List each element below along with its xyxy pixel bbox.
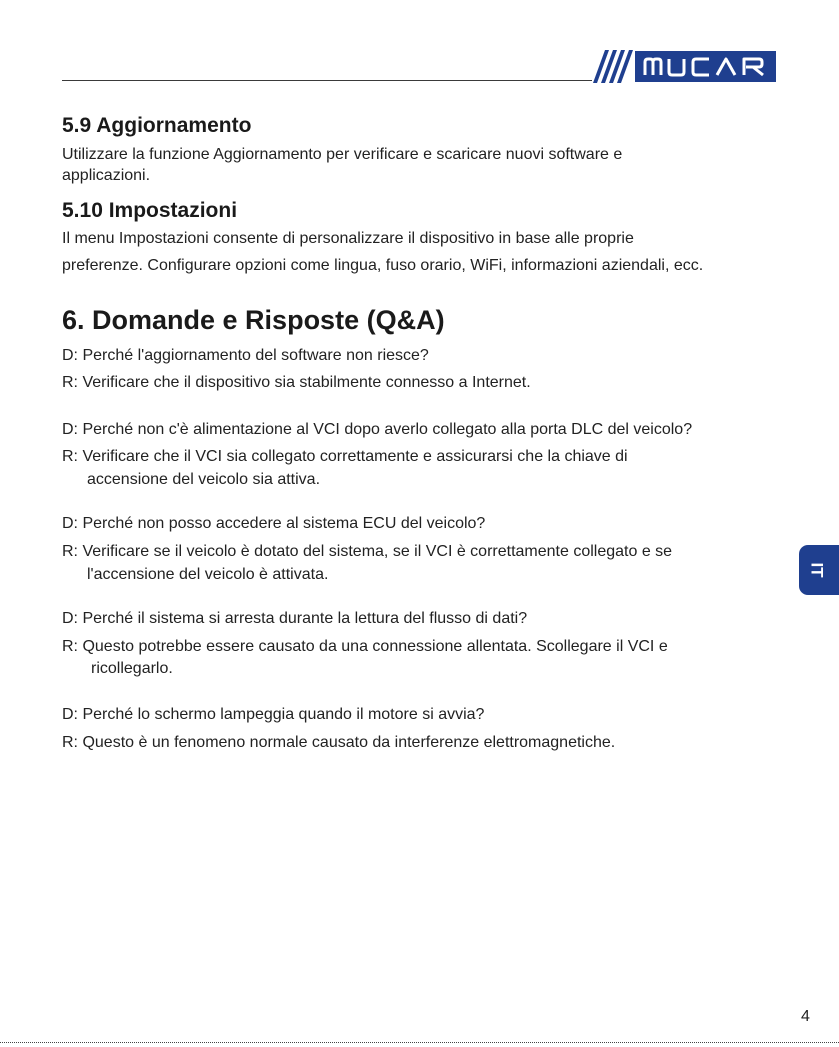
qa-answer: R: Verificare che il dispositivo sia stabilmente connesso a Internet. bbox=[62, 374, 531, 391]
qa-question: D: Perché non posso accedere al sistema ECU del veicolo? bbox=[62, 515, 486, 532]
header-rule bbox=[62, 80, 592, 81]
page-number: 4 bbox=[801, 1008, 810, 1025]
body-line: Utilizzare la funzione Aggiornamento per verificare e scaricare nuovi software e bbox=[62, 146, 623, 163]
body-line: preferenze. Configurare opzioni come lingua, fuso orario, WiFi, informazioni aziendali, ecc. bbox=[62, 257, 704, 274]
section-title-aggiornamento: 5.9 Aggiornamento bbox=[62, 114, 252, 137]
bottom-rule bbox=[0, 1042, 839, 1043]
qa-question: D: Perché lo schermo lampeggia quando il motore si avvia? bbox=[62, 706, 485, 723]
language-tab-label: IT bbox=[807, 562, 827, 578]
qa-answer-continuation: accensione del veicolo sia attiva. bbox=[87, 471, 321, 488]
logo-stripes-icon bbox=[593, 50, 633, 83]
qa-answer-continuation: ricollegarlo. bbox=[91, 660, 173, 677]
qa-answer-continuation: l'accensione del veicolo è attivata. bbox=[87, 566, 329, 583]
logo-wordmark bbox=[635, 51, 776, 82]
section-title-impostazioni: 5.10 Impostazioni bbox=[62, 199, 238, 222]
language-tab bbox=[799, 545, 839, 595]
section-title-qa: 6. Domande e Risposte (Q&A) bbox=[62, 305, 445, 335]
qa-answer: R: Questo potrebbe essere causato da una connessione allentata. Scollegare il VCI e bbox=[62, 638, 668, 655]
mucar-logo bbox=[593, 50, 776, 83]
qa-answer: R: Verificare che il VCI sia collegato correttamente e assicurarsi che la chiave di bbox=[62, 448, 628, 465]
logo-box bbox=[635, 51, 776, 82]
qa-answer: R: Verificare se il veicolo è dotato del sistema, se il VCI è correttamente collegato e se bbox=[62, 543, 673, 560]
qa-answer: R: Questo è un fenomeno normale causato da interferenze elettromagnetiche. bbox=[62, 734, 616, 751]
qa-question: D: Perché non c'è alimentazione al VCI dopo averlo collegato alla porta DLC del veicolo? bbox=[62, 421, 693, 438]
qa-question: D: Perché l'aggiornamento del software non riesce? bbox=[62, 347, 429, 364]
body-line: applicazioni. bbox=[62, 167, 151, 184]
qa-question: D: Perché il sistema si arresta durante la lettura del flusso di dati? bbox=[62, 610, 528, 627]
body-line: Il menu Impostazioni consente di personalizzare il dispositivo in base alle proprie bbox=[62, 230, 634, 247]
